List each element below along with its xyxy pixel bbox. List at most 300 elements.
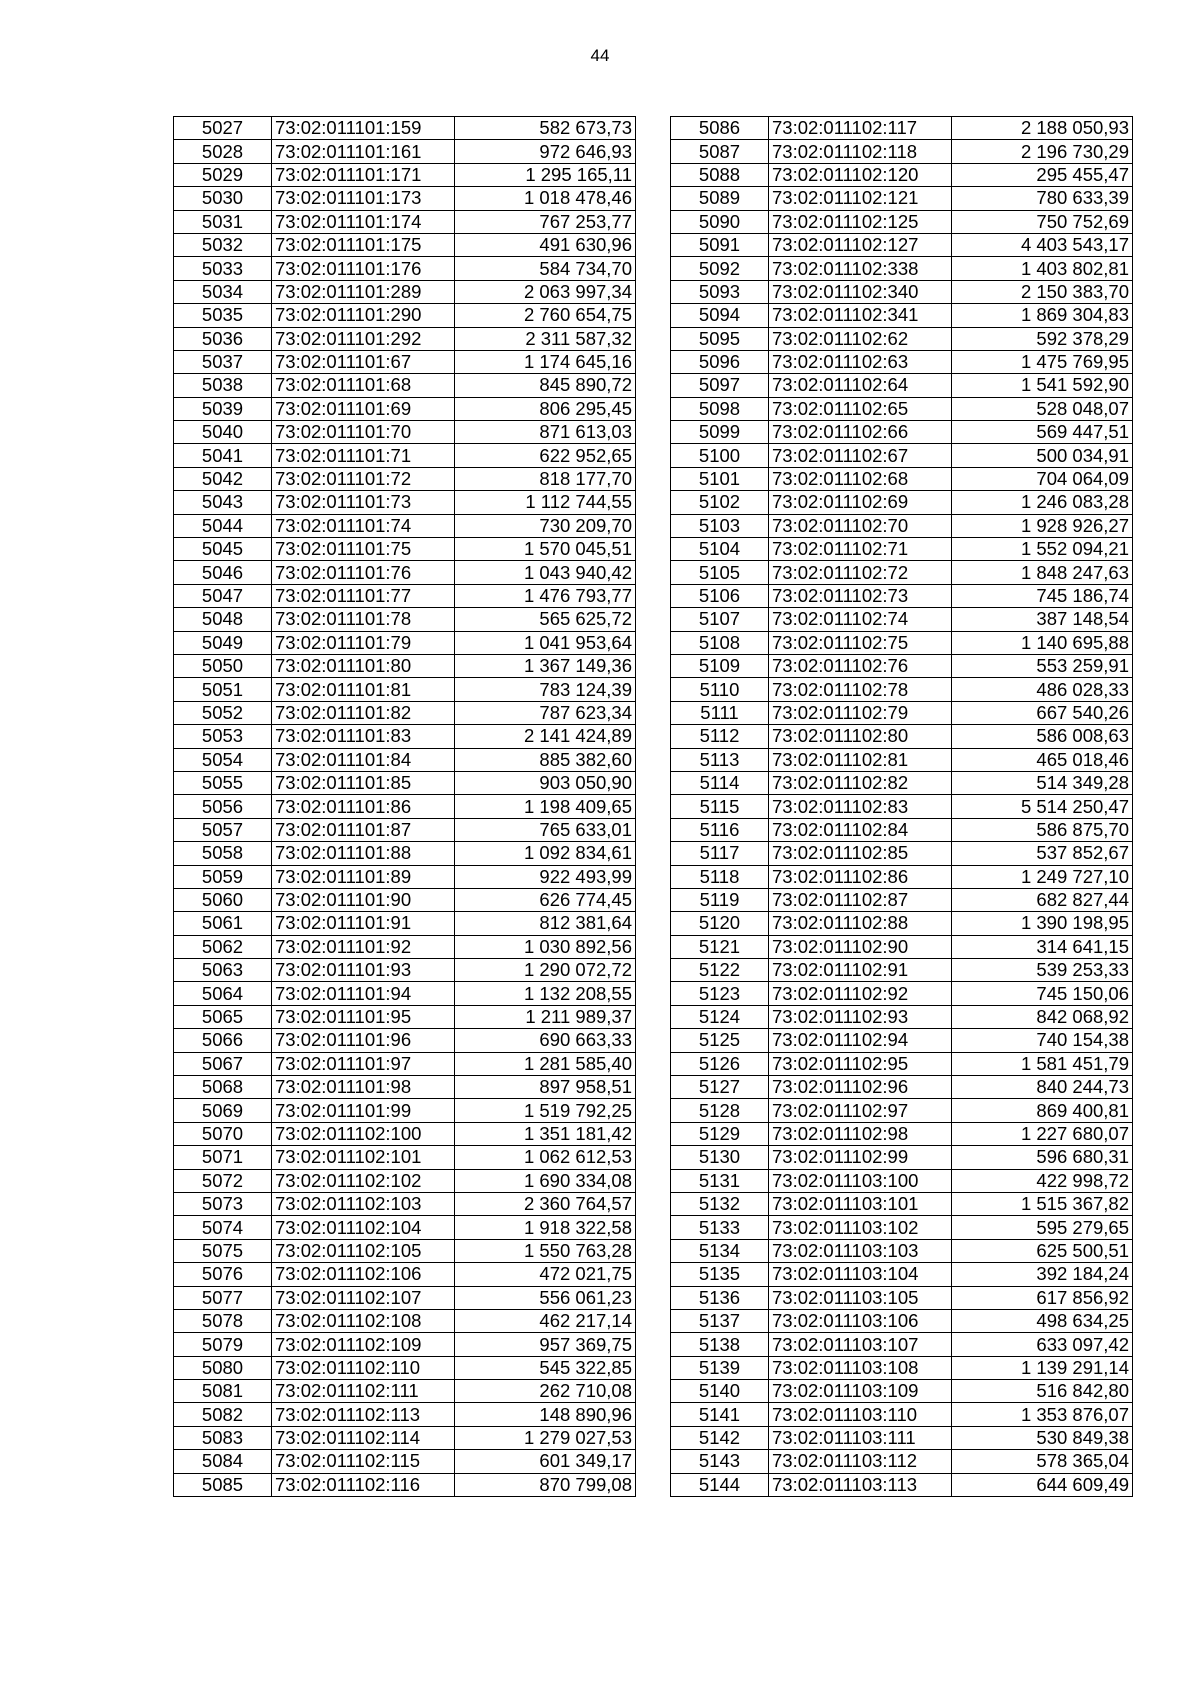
cadastral-number: 73:02:011103:100 [769,1169,952,1192]
table-row [671,140,1133,163]
table-row [174,444,636,467]
row-number: 5084 [174,1450,272,1473]
table-row [671,280,1133,303]
cadastral-value: 750 752,69 [952,210,1133,233]
table-row [671,1146,1133,1169]
row-number: 5137 [671,1309,769,1332]
row-number: 5037 [174,350,272,373]
row-number: 5119 [671,888,769,911]
cadastral-number: 73:02:011101:68 [272,374,455,397]
table-row [671,771,1133,794]
cadastral-number: 73:02:011101:90 [272,888,455,911]
table-row [174,1076,636,1099]
row-number: 5067 [174,1052,272,1075]
cadastral-number: 73:02:011102:71 [769,538,952,561]
cadastral-number: 73:02:011102:62 [769,327,952,350]
cadastral-value: 514 349,28 [952,771,1133,794]
cadastral-value: 1 043 940,42 [455,561,636,584]
table-row [174,795,636,818]
cadastral-number: 73:02:011102:97 [769,1099,952,1122]
table-row [671,1426,1133,1449]
row-number: 5108 [671,631,769,654]
table-row [671,444,1133,467]
cadastral-number: 73:02:011101:77 [272,584,455,607]
row-number: 5062 [174,935,272,958]
table-row [671,327,1133,350]
table-row [174,1356,636,1379]
table-row [671,725,1133,748]
table-row [671,350,1133,373]
cadastral-number: 73:02:011101:87 [272,818,455,841]
row-number: 5135 [671,1263,769,1286]
row-number: 5116 [671,818,769,841]
cadastral-value: 1 353 876,07 [952,1403,1133,1426]
cadastral-number: 73:02:011101:174 [272,210,455,233]
row-number: 5143 [671,1450,769,1473]
cadastral-value: 569 447,51 [952,421,1133,444]
cadastral-value: 1 390 198,95 [952,912,1133,935]
row-number: 5055 [174,771,272,794]
table-row [174,865,636,888]
table-row [174,233,636,256]
cadastral-number: 73:02:011102:117 [769,117,952,140]
table-row [174,561,636,584]
row-number: 5028 [174,140,272,163]
cadastral-number: 73:02:011101:84 [272,748,455,771]
cadastral-value: 537 852,67 [952,842,1133,865]
row-number: 5092 [671,257,769,280]
cadastral-value: 783 124,39 [455,678,636,701]
row-number: 5077 [174,1286,272,1309]
cadastral-number: 73:02:011102:115 [272,1450,455,1473]
table-row [671,1286,1133,1309]
cadastral-value: 1 869 304,83 [952,304,1133,327]
cadastral-number: 73:02:011101:81 [272,678,455,701]
row-number: 5048 [174,608,272,631]
cadastral-number: 73:02:011101:75 [272,538,455,561]
cadastral-value: 387 148,54 [952,608,1133,631]
cadastral-value: 556 061,23 [455,1286,636,1309]
row-number: 5104 [671,538,769,561]
table-row [174,1029,636,1052]
cadastral-number: 73:02:011102:88 [769,912,952,935]
row-number: 5074 [174,1216,272,1239]
table-row [671,631,1133,654]
cadastral-value: 491 630,96 [455,233,636,256]
table-row [671,1333,1133,1356]
row-number: 5029 [174,163,272,186]
table-row [671,514,1133,537]
cadastral-value: 1 515 367,82 [952,1192,1133,1215]
table-row [174,771,636,794]
row-number: 5139 [671,1356,769,1379]
cadastral-value: 1 403 802,81 [952,257,1133,280]
row-number: 5065 [174,1005,272,1028]
cadastral-number: 73:02:011101:72 [272,467,455,490]
row-number: 5082 [174,1403,272,1426]
cadastral-value: 2 063 997,34 [455,280,636,303]
row-number: 5069 [174,1099,272,1122]
cadastral-number: 73:02:011102:113 [272,1403,455,1426]
cadastral-number: 73:02:011102:81 [769,748,952,771]
cadastral-value: 500 034,91 [952,444,1133,467]
table-row [174,140,636,163]
cadastral-value: 765 633,01 [455,818,636,841]
table-row [174,1263,636,1286]
cadastral-value: 1 918 322,58 [455,1216,636,1239]
table-row [671,1356,1133,1379]
cadastral-number: 73:02:011102:104 [272,1216,455,1239]
row-number: 5140 [671,1380,769,1403]
row-number: 5043 [174,491,272,514]
cadastral-value: 2 311 587,32 [455,327,636,350]
table-row [174,421,636,444]
cadastral-value: 595 279,65 [952,1216,1133,1239]
table-row [174,514,636,537]
row-number: 5031 [174,210,272,233]
cadastral-value: 2 141 424,89 [455,725,636,748]
row-number: 5051 [174,678,272,701]
row-number: 5094 [671,304,769,327]
cadastral-number: 73:02:011102:101 [272,1146,455,1169]
table-row [671,491,1133,514]
table-row [671,1216,1133,1239]
cadastral-number: 73:02:011102:87 [769,888,952,911]
cadastral-value: 1 030 892,56 [455,935,636,958]
row-number: 5093 [671,280,769,303]
cadastral-number: 73:02:011103:101 [769,1192,952,1215]
row-number: 5111 [671,701,769,724]
cadastral-number: 73:02:011103:111 [769,1426,952,1449]
cadastral-number: 73:02:011102:114 [272,1426,455,1449]
row-number: 5078 [174,1309,272,1332]
cadastral-value: 582 673,73 [455,117,636,140]
cadastral-number: 73:02:011101:88 [272,842,455,865]
row-number: 5124 [671,1005,769,1028]
row-number: 5049 [174,631,272,654]
cadastral-value: 578 365,04 [952,1450,1133,1473]
cadastral-value: 682 827,44 [952,888,1133,911]
table-row [174,1169,636,1192]
cadastral-number: 73:02:011102:108 [272,1309,455,1332]
cadastral-number: 73:02:011102:74 [769,608,952,631]
cadastral-number: 73:02:011101:173 [272,187,455,210]
table-row [174,1052,636,1075]
row-number: 5046 [174,561,272,584]
cadastral-number: 73:02:011102:109 [272,1333,455,1356]
cadastral-value: 1 519 792,25 [455,1099,636,1122]
cadastral-number: 73:02:011102:91 [769,959,952,982]
cadastral-value: 957 369,75 [455,1333,636,1356]
cadastral-value: 869 400,81 [952,1099,1133,1122]
cadastral-value: 1 139 291,14 [952,1356,1133,1379]
table-row [174,1005,636,1028]
row-number: 5066 [174,1029,272,1052]
table-row [671,982,1133,1005]
cadastral-value: 922 493,99 [455,865,636,888]
cadastral-number: 73:02:011102:68 [769,467,952,490]
row-number: 5133 [671,1216,769,1239]
row-number: 5076 [174,1263,272,1286]
cadastral-number: 73:02:011102:90 [769,935,952,958]
table-row [174,374,636,397]
row-number: 5033 [174,257,272,280]
cadastral-number: 73:02:011102:83 [769,795,952,818]
table-row [174,280,636,303]
table-row [671,467,1133,490]
cadastral-value: 690 663,33 [455,1029,636,1052]
table-row [671,374,1133,397]
row-number: 5130 [671,1146,769,1169]
cadastral-number: 73:02:011102:110 [272,1356,455,1379]
cadastral-value: 1 690 334,08 [455,1169,636,1192]
table-row [174,304,636,327]
row-number: 5063 [174,959,272,982]
row-number: 5127 [671,1076,769,1099]
row-number: 5042 [174,467,272,490]
cadastral-value: 1 541 592,90 [952,374,1133,397]
row-number: 5112 [671,725,769,748]
table-row [174,912,636,935]
cadastral-number: 73:02:011103:102 [769,1216,952,1239]
row-number: 5064 [174,982,272,1005]
table-row [671,888,1133,911]
cadastral-value: 472 021,75 [455,1263,636,1286]
cadastral-number: 73:02:011102:100 [272,1122,455,1145]
row-number: 5142 [671,1426,769,1449]
row-number: 5109 [671,654,769,677]
row-number: 5117 [671,842,769,865]
table-row [174,1426,636,1449]
cadastral-value: 1 132 208,55 [455,982,636,1005]
table-row [671,1029,1133,1052]
cadastral-number: 73:02:011102:92 [769,982,952,1005]
cadastral-number: 73:02:011101:161 [272,140,455,163]
cadastral-number: 73:02:011103:106 [769,1309,952,1332]
cadastral-value: 972 646,93 [455,140,636,163]
row-number: 5107 [671,608,769,631]
left-table [173,116,636,1497]
row-number: 5085 [174,1473,272,1496]
row-number: 5060 [174,888,272,911]
row-number: 5039 [174,397,272,420]
cadastral-number: 73:02:011102:78 [769,678,952,701]
table-row [671,117,1133,140]
table-row [671,1263,1133,1286]
table-row [174,748,636,771]
cadastral-number: 73:02:011102:75 [769,631,952,654]
cadastral-number: 73:02:011102:65 [769,397,952,420]
page-number: 44 [590,46,610,65]
cadastral-number: 73:02:011102:340 [769,280,952,303]
row-number: 5101 [671,467,769,490]
cadastral-number: 73:02:011102:107 [272,1286,455,1309]
cadastral-value: 667 540,26 [952,701,1133,724]
cadastral-value: 818 177,70 [455,467,636,490]
right-table-body [671,117,1133,1497]
cadastral-number: 73:02:011101:83 [272,725,455,748]
row-number: 5136 [671,1286,769,1309]
cadastral-value: 745 150,06 [952,982,1133,1005]
cadastral-value: 626 774,45 [455,888,636,911]
table-row [174,654,636,677]
cadastral-value: 897 958,51 [455,1076,636,1099]
cadastral-value: 1 211 989,37 [455,1005,636,1028]
cadastral-value: 1 227 680,07 [952,1122,1133,1145]
cadastral-number: 73:02:011101:73 [272,491,455,514]
cadastral-value: 295 455,47 [952,163,1133,186]
table-row [671,608,1133,631]
table-row [174,1450,636,1473]
cadastral-value: 840 244,73 [952,1076,1133,1099]
row-number: 5102 [671,491,769,514]
row-number: 5110 [671,678,769,701]
row-number: 5098 [671,397,769,420]
row-number: 5057 [174,818,272,841]
row-number: 5126 [671,1052,769,1075]
cadastral-value: 601 349,17 [455,1450,636,1473]
table-row [671,210,1133,233]
cadastral-number: 73:02:011101:76 [272,561,455,584]
cadastral-number: 73:02:011101:290 [272,304,455,327]
table-row [174,210,636,233]
cadastral-number: 73:02:011102:76 [769,654,952,677]
cadastral-number: 73:02:011101:99 [272,1099,455,1122]
row-number: 5091 [671,233,769,256]
row-number: 5059 [174,865,272,888]
row-number: 5103 [671,514,769,537]
table-row [174,1473,636,1496]
cadastral-value: 1 174 645,16 [455,350,636,373]
table-row [174,491,636,514]
cadastral-value: 262 710,08 [455,1380,636,1403]
row-number: 5044 [174,514,272,537]
cadastral-value: 565 625,72 [455,608,636,631]
cadastral-value: 885 382,60 [455,748,636,771]
cadastral-number: 73:02:011102:86 [769,865,952,888]
table-row [174,1192,636,1215]
table-row [671,654,1133,677]
cadastral-number: 73:02:011103:108 [769,1356,952,1379]
table-row [671,1122,1133,1145]
cadastral-number: 73:02:011101:93 [272,959,455,982]
cadastral-number: 73:02:011103:104 [769,1263,952,1286]
cadastral-value: 1 281 585,40 [455,1052,636,1075]
cadastral-number: 73:02:011102:67 [769,444,952,467]
row-number: 5106 [671,584,769,607]
row-number: 5030 [174,187,272,210]
cadastral-number: 73:02:011102:105 [272,1239,455,1262]
row-number: 5100 [671,444,769,467]
table-row [174,1216,636,1239]
cadastral-number: 73:02:011102:85 [769,842,952,865]
cadastral-value: 545 322,85 [455,1356,636,1379]
cadastral-value: 730 209,70 [455,514,636,537]
cadastral-value: 1 018 478,46 [455,187,636,210]
cadastral-number: 73:02:011101:97 [272,1052,455,1075]
row-number: 5036 [174,327,272,350]
row-number: 5040 [174,421,272,444]
cadastral-value: 465 018,46 [952,748,1133,771]
cadastral-number: 73:02:011102:79 [769,701,952,724]
cadastral-number: 73:02:011102:80 [769,725,952,748]
cadastral-value: 1 295 165,11 [455,163,636,186]
table-row [671,233,1133,256]
cadastral-number: 73:02:011101:79 [272,631,455,654]
table-row [671,1005,1133,1028]
row-number: 5114 [671,771,769,794]
table-row [671,1309,1133,1332]
cadastral-number: 73:02:011102:64 [769,374,952,397]
table-row [671,257,1133,280]
table-row [174,584,636,607]
cadastral-value: 1 928 926,27 [952,514,1133,537]
table-row [671,538,1133,561]
row-number: 5088 [671,163,769,186]
row-number: 5035 [174,304,272,327]
cadastral-number: 73:02:011101:85 [272,771,455,794]
cadastral-value: 2 196 730,29 [952,140,1133,163]
cadastral-number: 73:02:011102:103 [272,1192,455,1215]
cadastral-number: 73:02:011101:92 [272,935,455,958]
cadastral-number: 73:02:011102:341 [769,304,952,327]
cadastral-value: 486 028,33 [952,678,1133,701]
cadastral-value: 1 112 744,55 [455,491,636,514]
cadastral-number: 73:02:011101:69 [272,397,455,420]
cadastral-number: 73:02:011102:84 [769,818,952,841]
row-number: 5105 [671,561,769,584]
cadastral-number: 73:02:011102:99 [769,1146,952,1169]
cadastral-value: 530 849,38 [952,1426,1133,1449]
row-number: 5138 [671,1333,769,1356]
row-number: 5123 [671,982,769,1005]
table-row [671,865,1133,888]
cadastral-value: 842 068,92 [952,1005,1133,1028]
cadastral-value: 1 279 027,53 [455,1426,636,1449]
cadastral-value: 2 760 654,75 [455,304,636,327]
table-row [671,912,1133,935]
cadastral-number: 73:02:011101:159 [272,117,455,140]
cadastral-value: 516 842,80 [952,1380,1133,1403]
cadastral-value: 1 140 695,88 [952,631,1133,654]
table-row [174,818,636,841]
row-number: 5052 [174,701,272,724]
table-row [174,678,636,701]
table-row [174,467,636,490]
table-row [671,818,1133,841]
table-row [174,701,636,724]
row-number: 5115 [671,795,769,818]
table-row [174,725,636,748]
cadastral-number: 73:02:011101:86 [272,795,455,818]
cadastral-value: 553 259,91 [952,654,1133,677]
cadastral-number: 73:02:011103:112 [769,1450,952,1473]
cadastral-value: 2 188 050,93 [952,117,1133,140]
cadastral-value: 871 613,03 [455,421,636,444]
row-number: 5041 [174,444,272,467]
cadastral-value: 767 253,77 [455,210,636,233]
cadastral-number: 73:02:011101:98 [272,1076,455,1099]
cadastral-number: 73:02:011102:116 [272,1473,455,1496]
cadastral-value: 422 998,72 [952,1169,1133,1192]
table-row [671,304,1133,327]
cadastral-number: 73:02:011102:118 [769,140,952,163]
cadastral-value: 596 680,31 [952,1146,1133,1169]
table-row [671,584,1133,607]
cadastral-value: 498 634,25 [952,1309,1133,1332]
table-row [174,935,636,958]
cadastral-value: 1 570 045,51 [455,538,636,561]
